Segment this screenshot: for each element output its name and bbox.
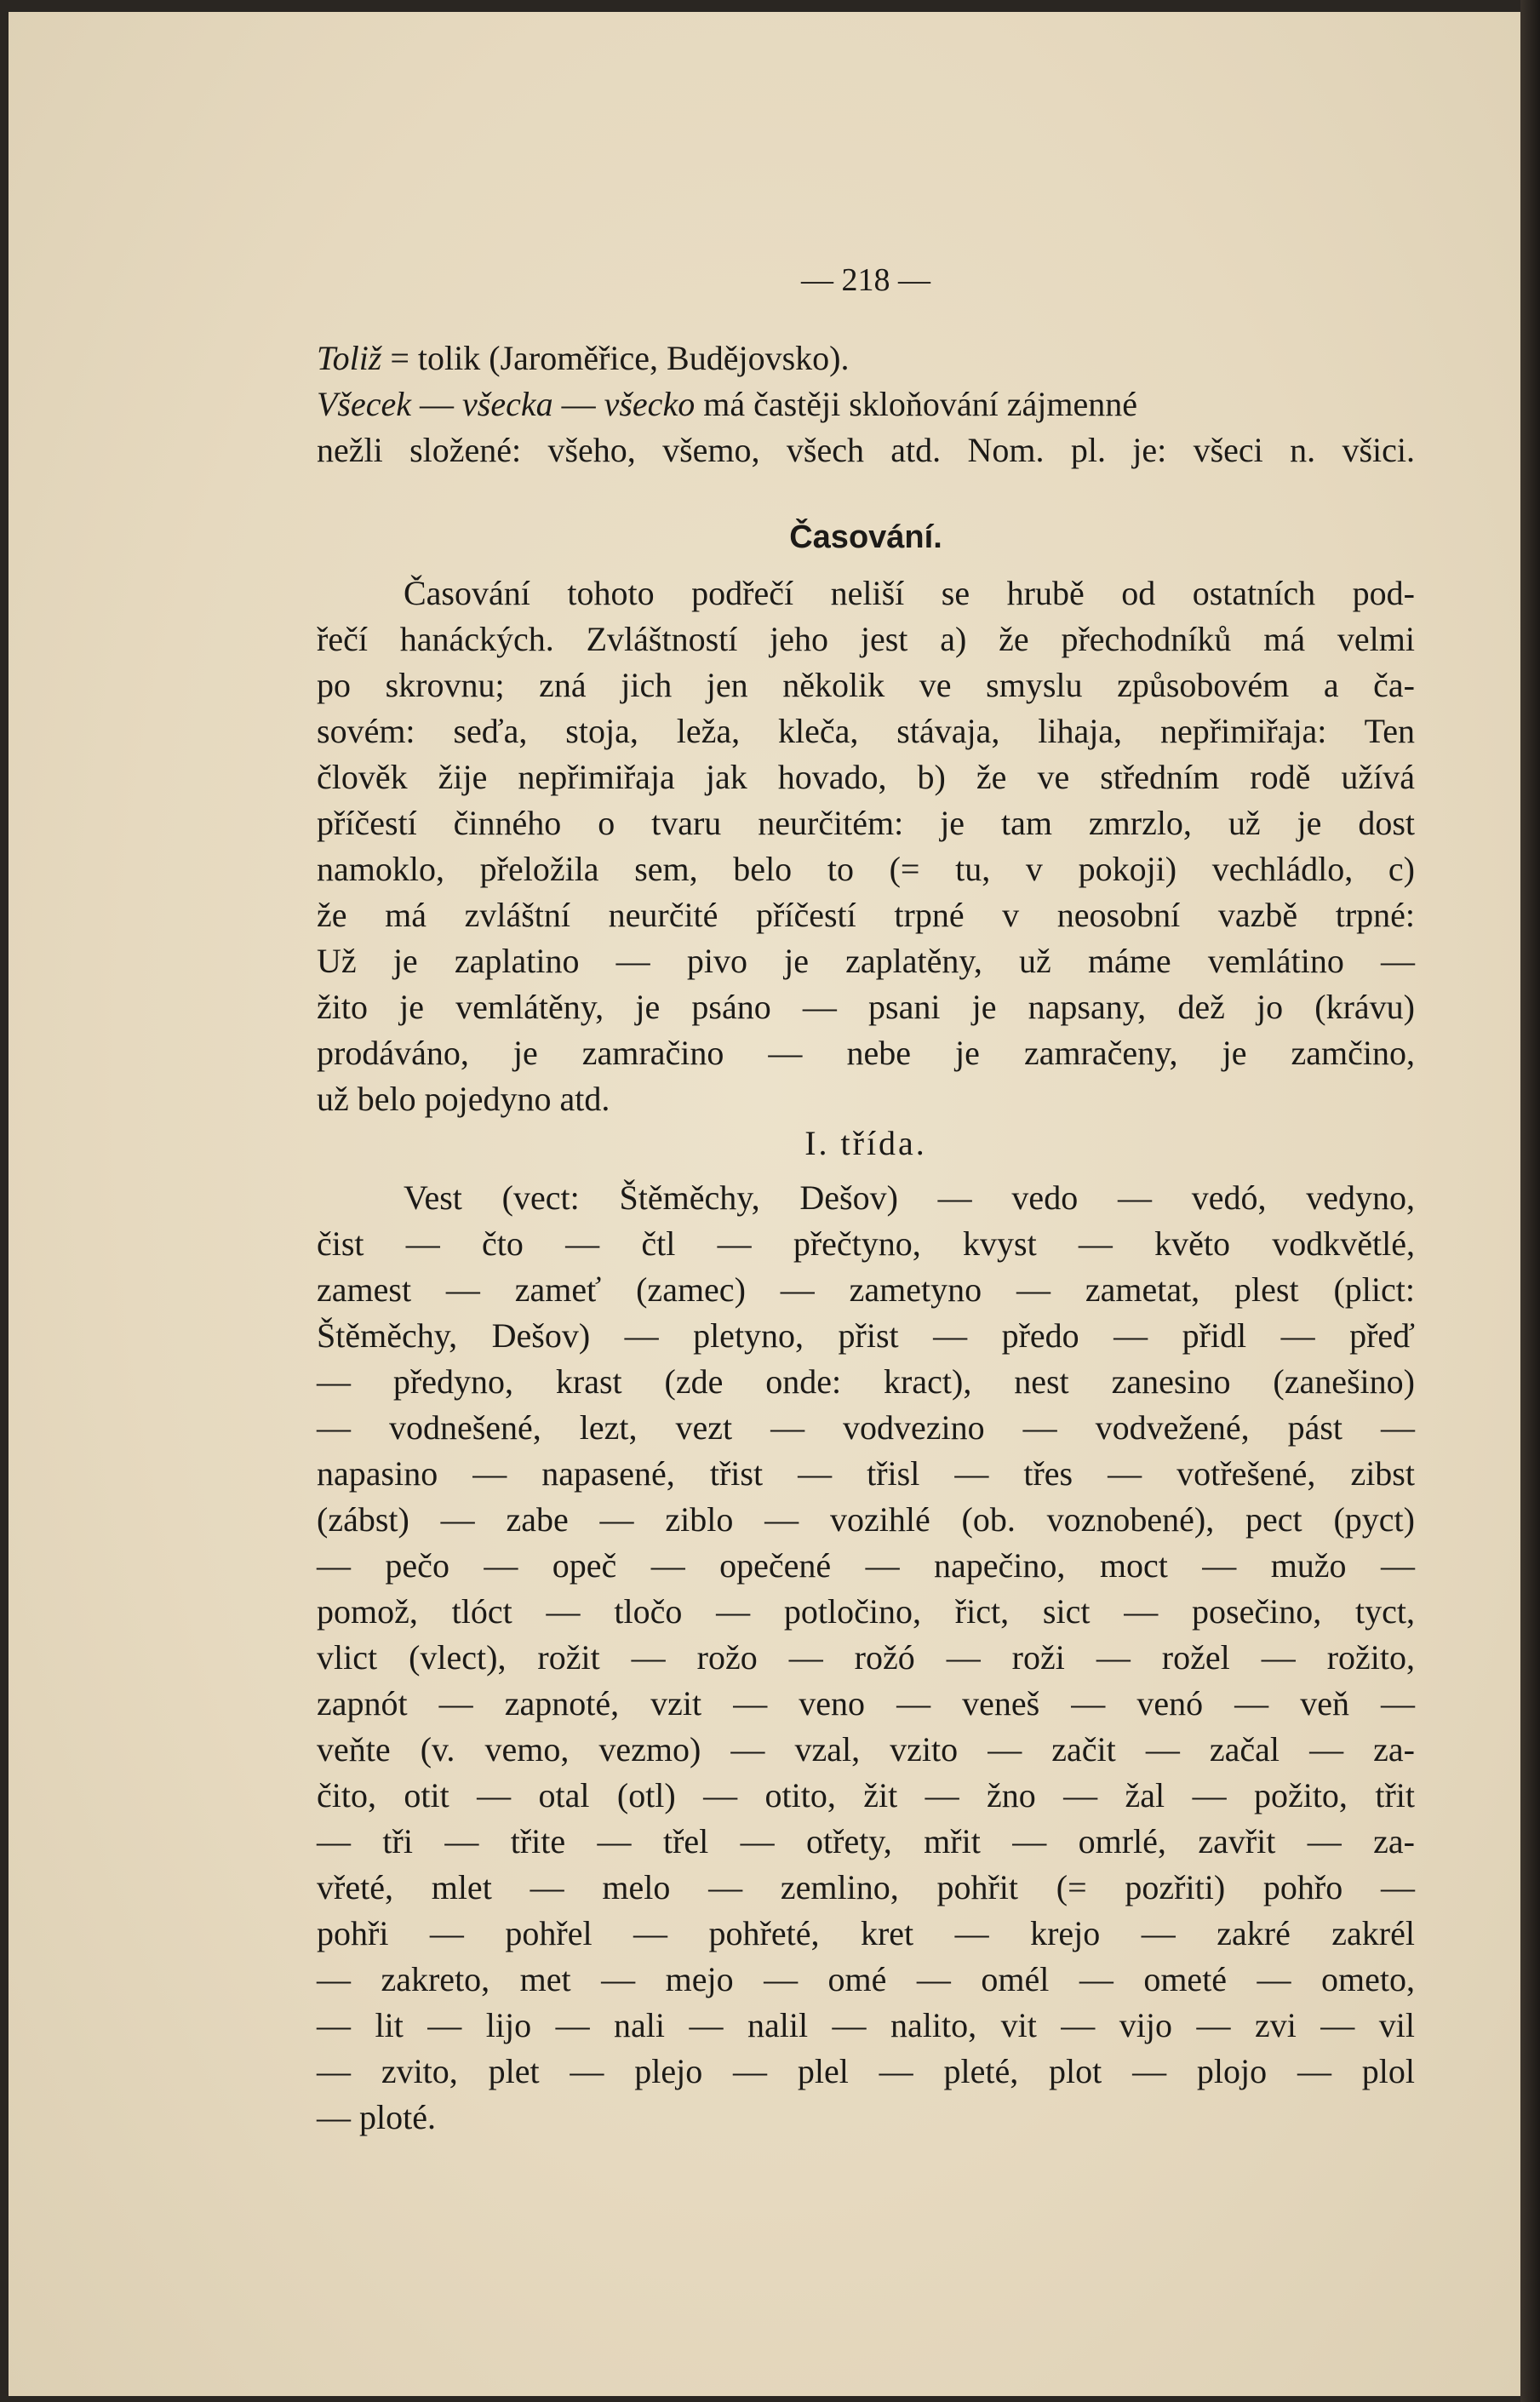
text-line: Štěměchy, Dešov) — pletyno, přist — předo — přidl — přeď — [317, 1316, 1415, 1355]
text-line: Časování tohoto podřečí neliší se hrubě od ostatních pod- — [404, 574, 1415, 612]
text-line: po skrovnu; zná jich jen několik ve smyslu způsobovém a ča- — [317, 666, 1415, 704]
text-line: — pečo — opeč — opečené — napečino, moct — mužo — — [317, 1546, 1415, 1585]
term: všecka — [462, 385, 553, 423]
text-line: žito je vemlátěny, je psáno — psani je napsany, dež jo (krávu) — [317, 988, 1415, 1026]
text-line: — předyno, krast (zde onde: kract), nest zanesino (zanešino) — [317, 1362, 1415, 1401]
text-line: vlict (vlect), rožit — rožo — rožó — roži — rožel — rožito, — [317, 1638, 1415, 1677]
text-line: zapnót — zapnoté, vzit — veno — veneš — venó — veň — — [317, 1684, 1415, 1723]
text-line: namoklo, přeložila sem, belo to (= tu, v pokoji) vechládlo, c) — [317, 850, 1415, 888]
text-line: — vodnešené, lezt, vezt — vodvezino — vodvežené, pást — — [317, 1408, 1415, 1447]
text-line: Všecek — všecka — všecko má častěji skloňování zájmenné — [317, 385, 1138, 423]
text-line — [317, 335, 1415, 381]
text-line: pomož, tlóct — tločo — potločino, řict, sict — posečino, tyct, — [317, 1592, 1415, 1631]
text-line: pohři — pohřel — pohřeté, kret — krejo — zakré zakrél — [317, 1914, 1415, 1952]
text-line: sovém: seďa, stoja, leža, kleča, stávaja, lihaja, nepřimiřaja: Ten — [317, 712, 1415, 750]
text-line: veňte (v. vemo, vezmo) — vzal, vzito — začit — začal — za- — [317, 1730, 1415, 1769]
term: všecko — [604, 385, 696, 423]
page-number: — 218 — — [801, 262, 930, 298]
text-line: napasino — napasené, třist — třisl — třes — votřešené, zibst — [317, 1454, 1415, 1493]
text-line: prodáváno, je zamračino — nebe je zamračeny, je zamčino, — [317, 1034, 1415, 1072]
text-segment: má častěji skloňování zájmenné — [695, 385, 1138, 423]
text-line: čito, otit — otal (otl) — otito, žit — žno — žal — požito, třit — [317, 1776, 1415, 1814]
text-line: — tři — třite — třel — otřety, mřit — omrlé, zavřit — za- — [317, 1822, 1415, 1860]
text-line: — zvito, plet — plejo — plel — pleté, plot — plojo — plol — [317, 2052, 1415, 2090]
book-spine-edge — [1520, 0, 1540, 2402]
term: Všecek — [317, 385, 412, 423]
text-line: člověk žije nepřimiřaja jak hovado, b) že ve středním rodě užívá — [317, 758, 1415, 796]
book-page — [9, 12, 1520, 2396]
text-line: vřeté, mlet — melo — zemlino, pohřit (= pozřiti) pohřo — — [317, 1868, 1415, 1906]
text-line: — zakreto, met — mejo — omé — omél — ometé — ometo, — [317, 1960, 1415, 1998]
text-line: řečí hanáckých. Zvláštností jeho jest a) že přechodníků má velmi — [317, 620, 1415, 658]
text-line: — lit — lijo — nali — nalil — nalito, vit — vijo — zvi — vil — [317, 2006, 1415, 2044]
section-heading: Časování. — [789, 519, 942, 555]
text-line: Už je zaplatino — pivo je zaplatěny, už máme vemlátino — — [317, 942, 1415, 980]
text-line: čist — čto — čtl — přečtyno, kvyst — květo vodkvětlé, — [317, 1224, 1415, 1263]
text-line: nežli složené: všeho, všemo, všech atd. Nom. pl. je: všeci n. všici. — [317, 431, 1415, 469]
text-line: — ploté. — [317, 2098, 436, 2136]
text-line: (zábst) — zabe — ziblo — vozihlé (ob. voznobené), pect (pyct) — [317, 1500, 1415, 1539]
text-line: příčestí činného o tvaru neurčitém: je tam zmrzlo, už je dost — [317, 804, 1415, 842]
text-line: už belo pojedyno atd. — [317, 1080, 610, 1118]
term: Toliž — [317, 339, 382, 377]
text-line: Vest (vect: Štěměchy, Dešov) — vedo — vedó, vedyno, — [404, 1178, 1415, 1217]
text-line: zamest — zameť (zamec) — zametyno — zametat, plest (plict: — [317, 1270, 1415, 1309]
class-heading: I. třída. — [804, 1124, 927, 1162]
text-line: že má zvláštní neurčité příčestí trpné v neosobní vazbě trpné: — [317, 896, 1415, 934]
text-segment: = tolik (Jaroměřice, Budějovsko). — [381, 339, 850, 377]
